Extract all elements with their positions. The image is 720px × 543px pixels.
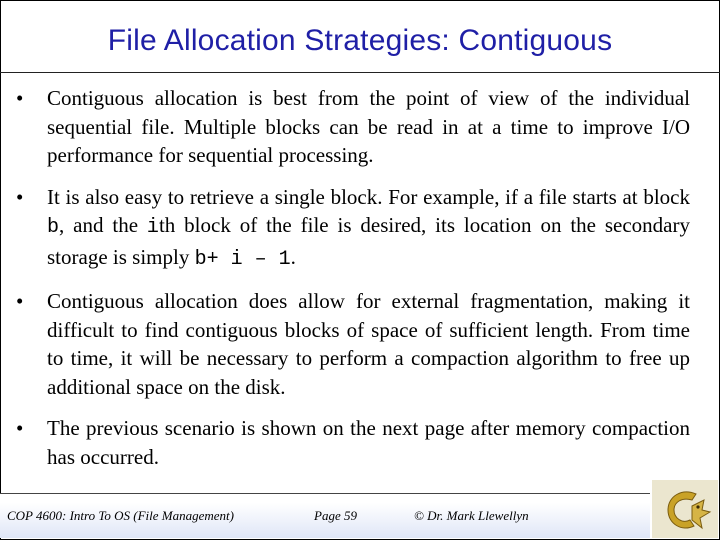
bullet-text: It is also easy to retrieve a single block. For example, if a file starts at block xyxy=(47,184,690,209)
bullet-item xyxy=(16,414,690,471)
bullet-list xyxy=(16,84,690,484)
footer-copyright: © Dr. Mark Llewellyn xyxy=(414,508,529,523)
bullet-marker: • xyxy=(16,289,24,313)
code-expression: b+ i – 1 xyxy=(194,247,291,271)
title-divider xyxy=(0,72,720,73)
bullet-item xyxy=(16,183,690,275)
bullet-text: Contiguous allocation does allow for external fragmentation, making it difficult to find contiguous blocks of space of sufficient length. From time to time, it will be necessary to perform a compaction algorithm to free up additional space on the disk. xyxy=(47,289,690,399)
bullet-item xyxy=(16,287,690,401)
bullet-text: Contiguous allocation is best from the point of view of the individual sequential file. Multiple blocks can be read in at a time to improve I/O performance for sequential processing. xyxy=(47,86,690,167)
footer-divider xyxy=(0,493,650,494)
bullet-text: The previous scenario is shown on the next page after memory compaction has occurred. xyxy=(47,416,690,469)
code-block-var: b xyxy=(47,216,60,239)
bullet-marker: • xyxy=(16,416,24,440)
bullet-text: th block of the file is desired, its location on the secondary storage is simply xyxy=(47,213,690,269)
university-logo-icon xyxy=(652,480,718,538)
footer-page-number: Page 59 xyxy=(314,508,357,523)
bullet-marker: • xyxy=(16,86,24,110)
footer-course: COP 4600: Intro To OS (File Management) xyxy=(7,508,234,523)
bullet-item xyxy=(16,84,690,170)
slide-title: File Allocation Strategies: Contiguous xyxy=(107,24,613,57)
bullet-text: , and the xyxy=(59,213,147,237)
bullet-text: . xyxy=(290,244,296,269)
bullet-marker: • xyxy=(16,184,24,209)
code-index-var: i xyxy=(146,216,159,239)
